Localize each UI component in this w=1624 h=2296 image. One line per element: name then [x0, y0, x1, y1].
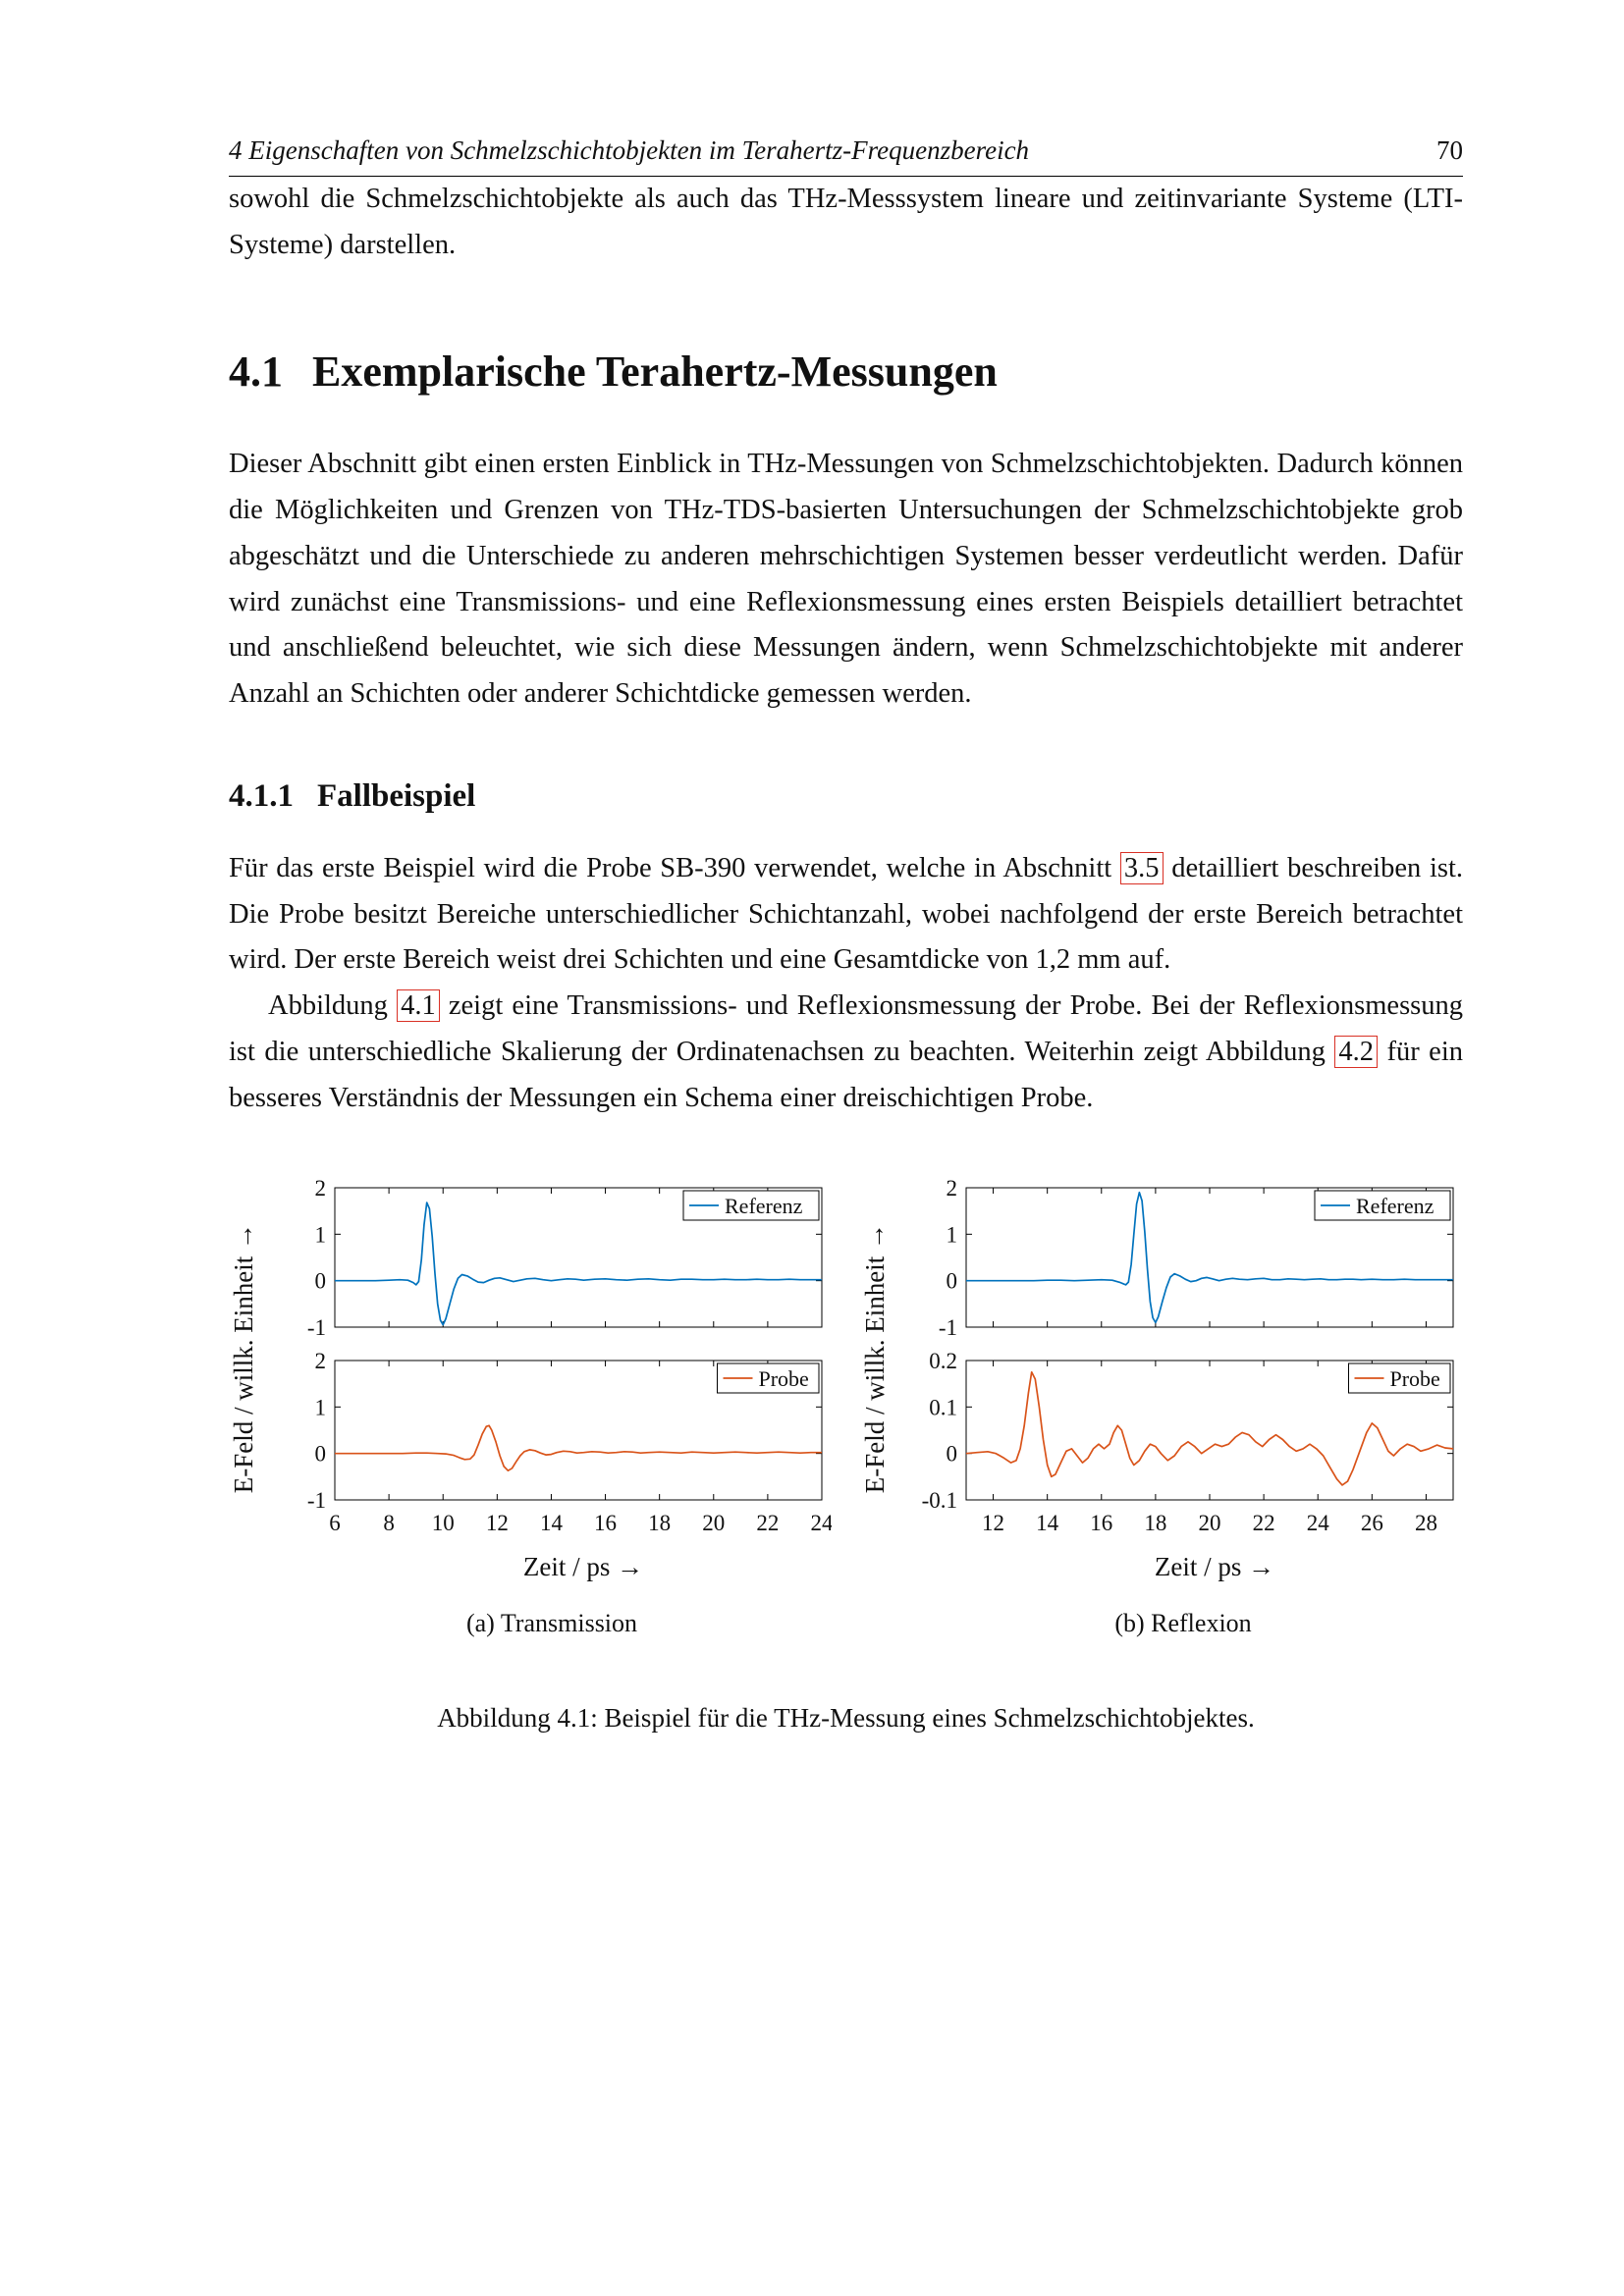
y-tick-label: 2 [314, 1351, 326, 1374]
x-tick-label: 18 [648, 1511, 672, 1536]
subsection-number: 4.1.1 [229, 777, 294, 814]
subfigure-reflexion [860, 1178, 1463, 1637]
subfigure-row [229, 1178, 1463, 1637]
x-tick-label: 16 [594, 1511, 618, 1536]
plot-area-transmission [229, 1178, 832, 1582]
y-tick-label: -1 [938, 1315, 957, 1338]
x-tick-label: 12 [485, 1511, 509, 1536]
paragraph-overview: Dieser Abschnitt gibt einen ersten Einblick in THz-Messungen von Schmelzschichtobjekten. Dadurch können die Möglichkeiten und Grenzen von THz-TDS-basierten Untersuchungen der Schmelzschichtobjekte grob abgeschätzt und die Unterschiede zu anderen mehrschichtigen Systemen besser verdeutlicht werden. Dafür wird zunächst eine Transmissions- und eine Reflexionsmessung eines ersten Beispiels detailliert betrachtet und anschließend beleuchtet, wie sich diese Messungen ändern, wenn Schmelzschichtobjekte mit anderer Anzahl an Schichten oder anderer Schichtdicke gemessen werden. [229, 449, 1463, 710]
section-number: 4.1 [229, 347, 283, 397]
legend-label: Referenz [1356, 1194, 1435, 1219]
plot-area-reflexion [860, 1178, 1463, 1582]
text-segment: zeigt eine Transmissions- und Reflexionsmessung der Probe. Bei der Reflexionsmessung ist die unterschiedliche Skalierung der Ordinatenachsen zu beachten. Weiterhin zeigt Abbildung [229, 990, 1463, 1067]
text-segment: detailliert beschreiben ist. Die Probe besitzt Bereiche unterschiedlicher Schichtanzahl, wobei nachfolgend der erste Bereich betrachtet wird. Der erste Bereich weist drei Schichten und eine Gesamtdicke von 1,2 mm auf. [229, 852, 1463, 976]
plot-transmission-probe [272, 1351, 832, 1545]
y-axis-label: E-Feld / willk. Einheit → [860, 1222, 890, 1494]
x-axis-label: Zeit / ps → [1154, 1552, 1275, 1582]
x-tick-label: 28 [1414, 1511, 1437, 1536]
x-tick-label: 14 [539, 1511, 563, 1536]
reference-link-4-1[interactable]: 4.1 [397, 989, 440, 1022]
y-tick-label: 0.2 [929, 1351, 957, 1374]
x-tick-label: 24 [810, 1511, 832, 1536]
subsection-heading [229, 778, 1463, 815]
subfigure-caption-a: (a) Transmission [465, 1608, 638, 1637]
y-tick-label: -1 [306, 1488, 326, 1514]
x-tick-label: 18 [1144, 1511, 1167, 1536]
x-tick-label: 20 [702, 1511, 726, 1536]
x-tick-label: 10 [431, 1511, 455, 1536]
reference-link-3-5[interactable]: 3.5 [1120, 852, 1164, 884]
y-tick-label: 0 [314, 1441, 326, 1467]
subsection-title: Fallbeispiel [317, 777, 476, 814]
y-tick-label: 2 [946, 1178, 957, 1201]
subfigure-caption-b: (b) Reflexion [1114, 1608, 1252, 1637]
x-tick-label: 8 [383, 1511, 395, 1536]
chart-transmission-probe [272, 1351, 832, 1545]
figure-caption: Abbildung 4.1: Beispiel für die THz-Messung eines Schmelzschichtobjektes. [437, 1702, 1255, 1733]
text-segment: Abbildung [268, 990, 398, 1022]
chart-stack [272, 1178, 832, 1582]
y-axis-label: E-Feld / willk. Einheit → [229, 1222, 258, 1494]
chart-transmission-referenz [272, 1178, 832, 1337]
plot-reflexion-probe [903, 1351, 1463, 1545]
y-tick-label: 1 [946, 1222, 957, 1248]
y-tick-label: 0 [946, 1441, 957, 1467]
paragraph-fallbeispiel [229, 846, 1463, 984]
x-tick-label: 14 [1036, 1511, 1059, 1536]
y-tick-label: 0.1 [929, 1395, 957, 1420]
x-tick-label: 12 [982, 1511, 1005, 1536]
running-header [229, 135, 1463, 166]
text-segment: Für das erste Beispiel wird die Probe SB-390 verwendet, welche in Abschnitt [229, 852, 1120, 883]
x-tick-label: 22 [756, 1511, 780, 1536]
legend-label: Referenz [725, 1194, 803, 1219]
legend-label: Probe [1389, 1366, 1440, 1392]
x-tick-label: 6 [329, 1511, 341, 1536]
chart-reflexion-probe [903, 1351, 1463, 1545]
x-tick-label: 26 [1360, 1511, 1383, 1536]
y-tick-label: -0.1 [921, 1488, 957, 1514]
x-tick-label: 20 [1198, 1511, 1221, 1536]
section-heading [229, 347, 1463, 397]
x-axis-label: Zeit / ps → [522, 1552, 644, 1582]
subfigure-transmission [229, 1178, 832, 1637]
plot-transmission-referenz [272, 1178, 832, 1337]
x-tick-label: 16 [1090, 1511, 1113, 1536]
figure-4-1 [229, 1178, 1463, 1733]
paragraph-abbildung [229, 984, 1463, 1121]
x-tick-label: 22 [1252, 1511, 1275, 1536]
paragraph-intro: sowohl die Schmelzschichtobjekte als auch das THz-Messsystem lineare und zeitinvariante Systeme (LTI-Systeme) darstellen. [229, 184, 1463, 260]
legend-label: Probe [758, 1366, 809, 1392]
running-header-title: 4 Eigenschaften von Schmelzschichtobjekten im Terahertz-Frequenzbereich [229, 135, 1030, 165]
chart-reflexion-referenz [903, 1178, 1463, 1337]
y-tick-label: 0 [314, 1268, 326, 1294]
x-tick-label: 24 [1306, 1511, 1329, 1536]
section-title: Exemplarische Terahertz-Messungen [312, 347, 998, 397]
chart-stack [903, 1178, 1463, 1582]
y-tick-label: -1 [306, 1315, 326, 1338]
y-tick-label: 2 [314, 1178, 326, 1201]
reference-link-4-2[interactable]: 4.2 [1334, 1036, 1378, 1068]
plot-reflexion-referenz [903, 1178, 1463, 1337]
y-tick-label: 1 [314, 1222, 326, 1248]
text-segment: für ein besseres Verständnis der Messungen ein Schema einer dreischichtigen Probe. [229, 1036, 1463, 1113]
y-tick-label: 0 [946, 1268, 957, 1294]
y-tick-label: 1 [314, 1395, 326, 1420]
page-number: 70 [1436, 135, 1463, 165]
